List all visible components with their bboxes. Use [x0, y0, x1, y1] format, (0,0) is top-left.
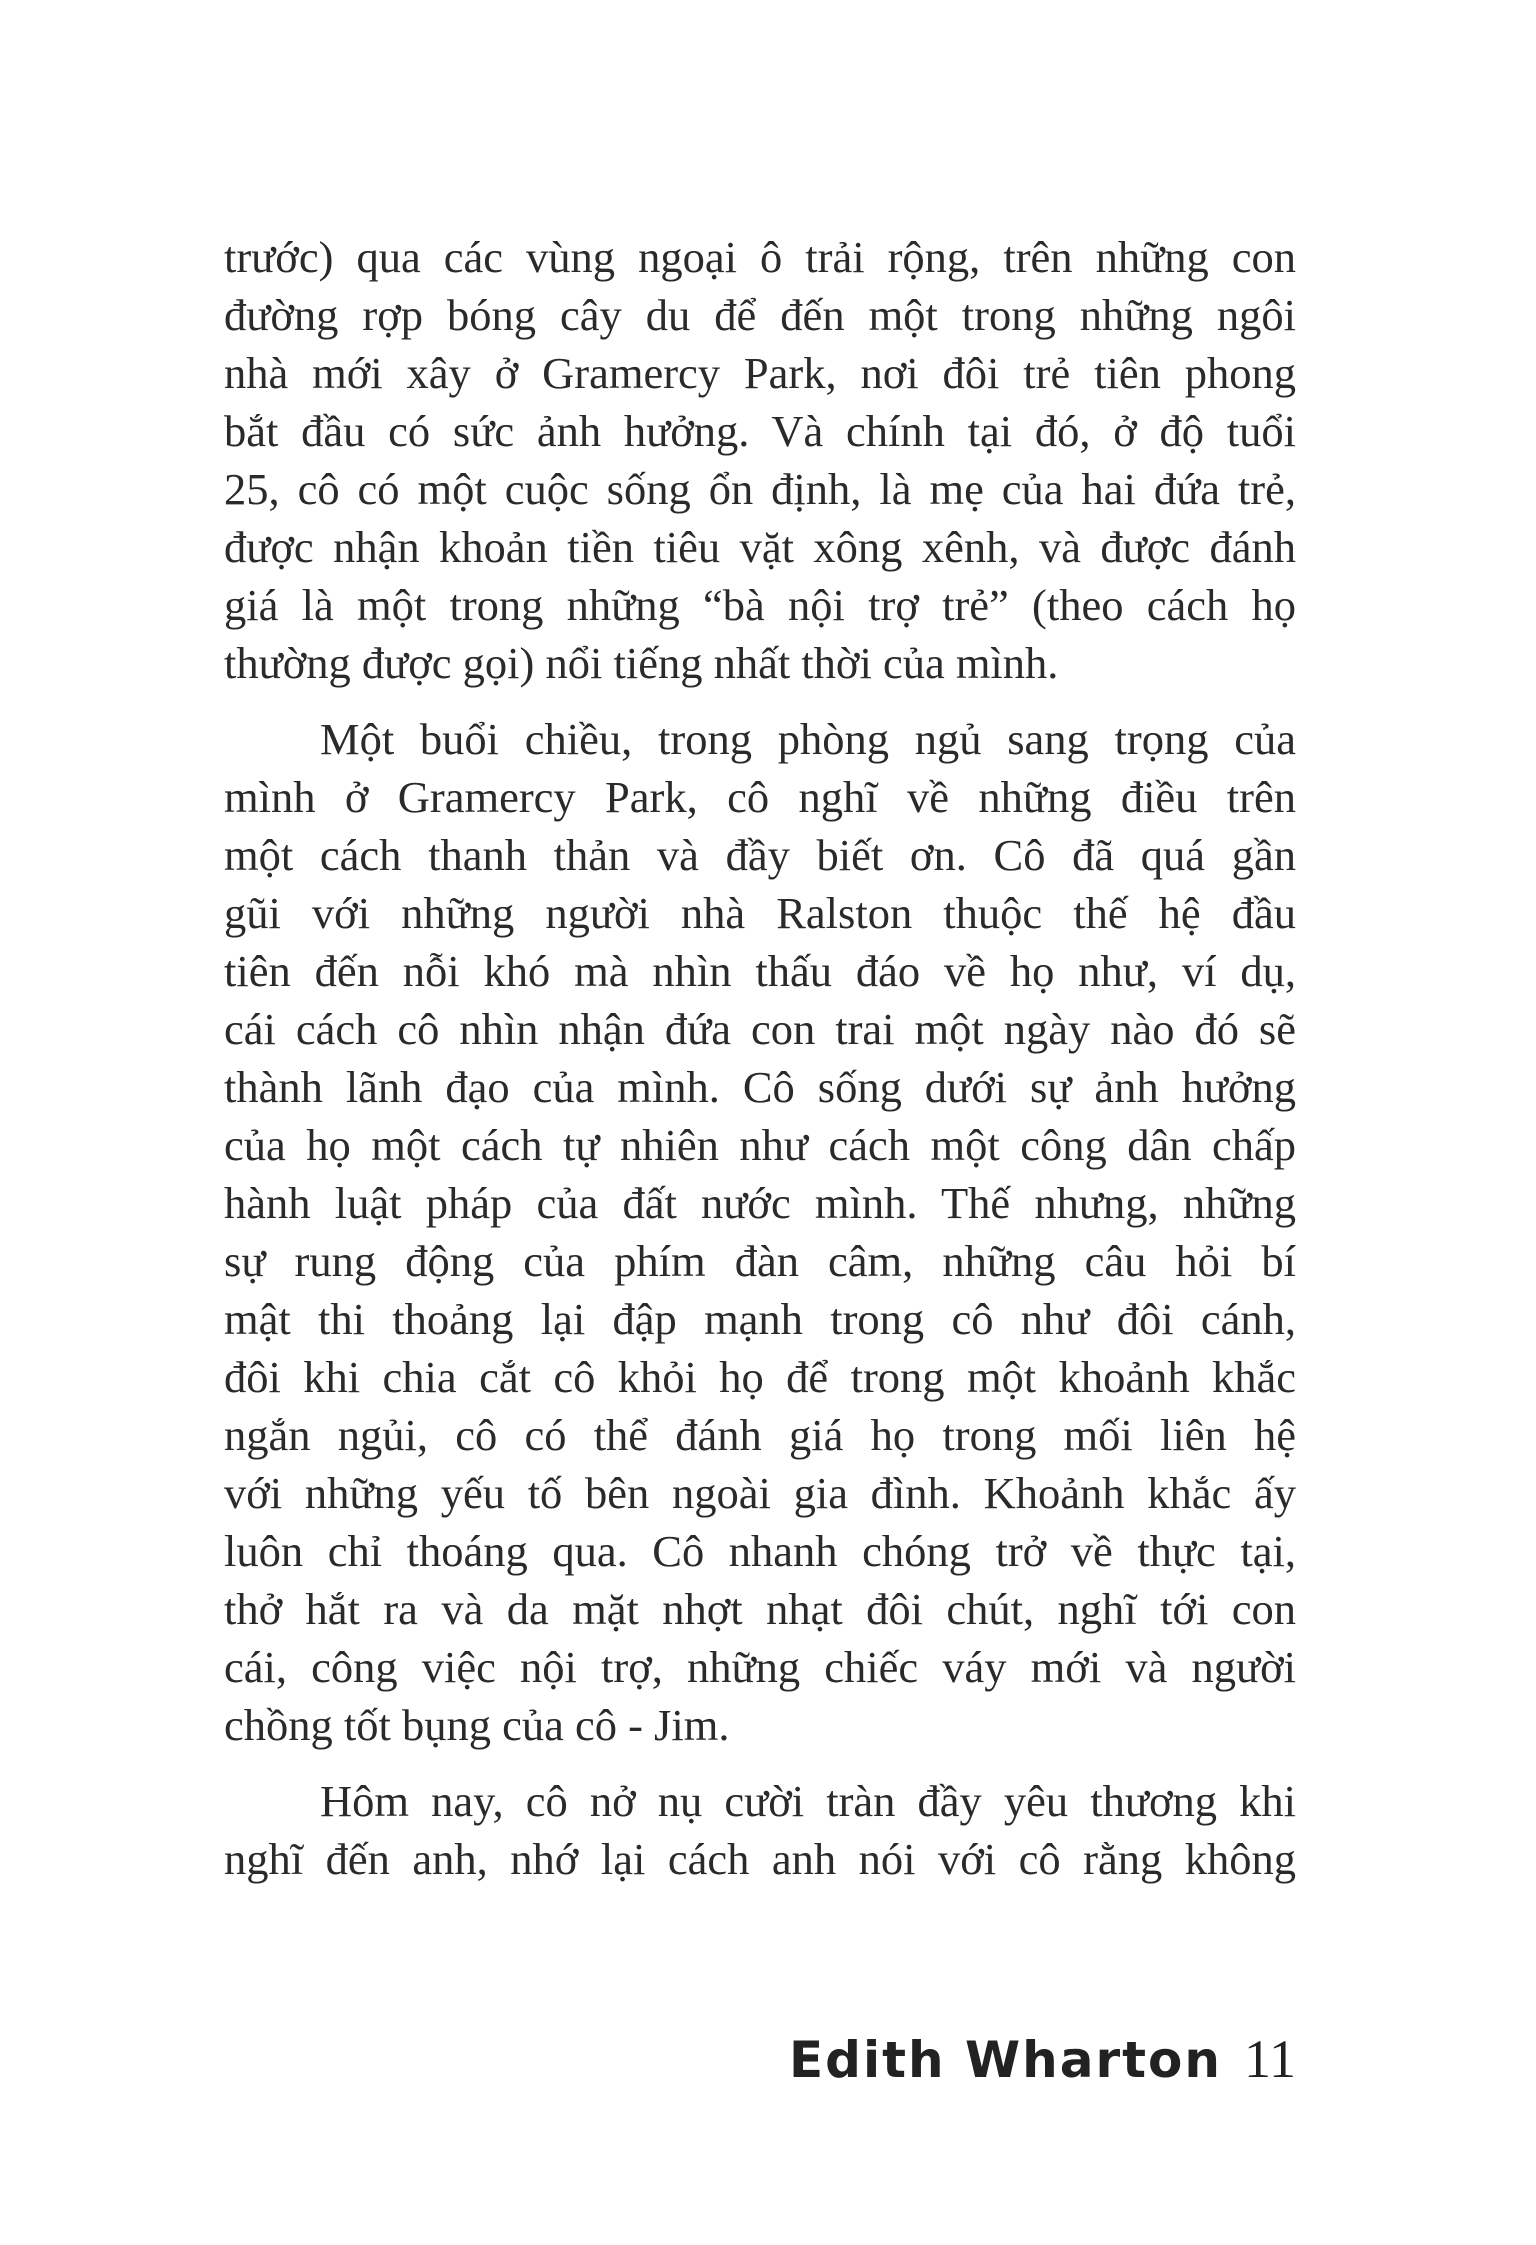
text-line: cái cách cô nhìn nhận đứa con trai một ngày nào đó sẽ	[224, 1004, 1296, 1054]
text-line: mật thi thoảng lại đập mạnh trong cô như đôi cánh,	[224, 1294, 1296, 1344]
text-line: nghĩ đến anh, nhớ lại cách anh nói với cô rằng không	[224, 1834, 1296, 1884]
paragraph-gap	[224, 1754, 1296, 1772]
text-line: 25, cô có một cuộc sống ổn định, là mẹ của hai đứa trẻ,	[224, 464, 1296, 514]
text-line: thành lãnh đạo của mình. Cô sống dưới sự ảnh hưởng	[224, 1062, 1296, 1112]
text-line: chồng tốt bụng của cô - Jim.	[224, 1700, 730, 1750]
paragraph	[224, 228, 1296, 692]
text-line: giá là một trong những “bà nội trợ trẻ” (theo cách họ	[224, 580, 1296, 630]
text-line: đôi khi chia cắt cô khỏi họ để trong một khoảnh khắc	[224, 1352, 1296, 1402]
text-line: được nhận khoản tiền tiêu vặt xông xênh, và được đánh	[224, 522, 1296, 572]
text-line: bắt đầu có sức ảnh hưởng. Và chính tại đó, ở độ tuổi	[224, 406, 1296, 456]
page-number: 11	[1244, 2029, 1296, 2089]
text-line: với những yếu tố bên ngoài gia đình. Khoảnh khắc ấy	[224, 1468, 1296, 1518]
text-line: gũi với những người nhà Ralston thuộc thế hệ đầu	[224, 888, 1296, 938]
paragraph-gap	[224, 692, 1296, 710]
text-line: tiên đến nỗi khó mà nhìn thấu đáo về họ như, ví dụ,	[224, 946, 1296, 996]
body-text	[224, 228, 1296, 1888]
text-line: của họ một cách tự nhiên như cách một công dân chấp	[224, 1120, 1296, 1170]
text-line: luôn chỉ thoáng qua. Cô nhanh chóng trở về thực tại,	[224, 1526, 1296, 1576]
text-line: mình ở Gramercy Park, cô nghĩ về những điều trên	[224, 772, 1296, 822]
text-line: Một buổi chiều, trong phòng ngủ sang trọng của	[320, 714, 1296, 764]
text-line: nhà mới xây ở Gramercy Park, nơi đôi trẻ tiên phong	[224, 348, 1296, 398]
text-line: hành luật pháp của đất nước mình. Thế nhưng, những	[224, 1178, 1296, 1228]
paragraph	[224, 1772, 1296, 1888]
text-line: trước) qua các vùng ngoại ô trải rộng, trên những con	[224, 232, 1296, 282]
paragraph	[224, 710, 1296, 1754]
text-line: ngắn ngủi, cô có thể đánh giá họ trong mối liên hệ	[224, 1410, 1296, 1460]
page-footer	[789, 2028, 1296, 2090]
text-line: thường được gọi) nổi tiếng nhất thời của mình.	[224, 638, 1059, 688]
text-line: thở hắt ra và da mặt nhợt nhạt đôi chút, nghĩ tới con	[224, 1584, 1296, 1634]
text-line: cái, công việc nội trợ, những chiếc váy mới và người	[224, 1642, 1296, 1692]
text-line: sự rung động của phím đàn câm, những câu hỏi bí	[224, 1236, 1296, 1286]
text-line: một cách thanh thản và đầy biết ơn. Cô đã quá gần	[224, 830, 1296, 880]
footer-author: Edith Wharton	[789, 2031, 1222, 2089]
text-line: Hôm nay, cô nở nụ cười tràn đầy yêu thương khi	[320, 1776, 1296, 1826]
text-line: đường rợp bóng cây du để đến một trong những ngôi	[224, 290, 1296, 340]
